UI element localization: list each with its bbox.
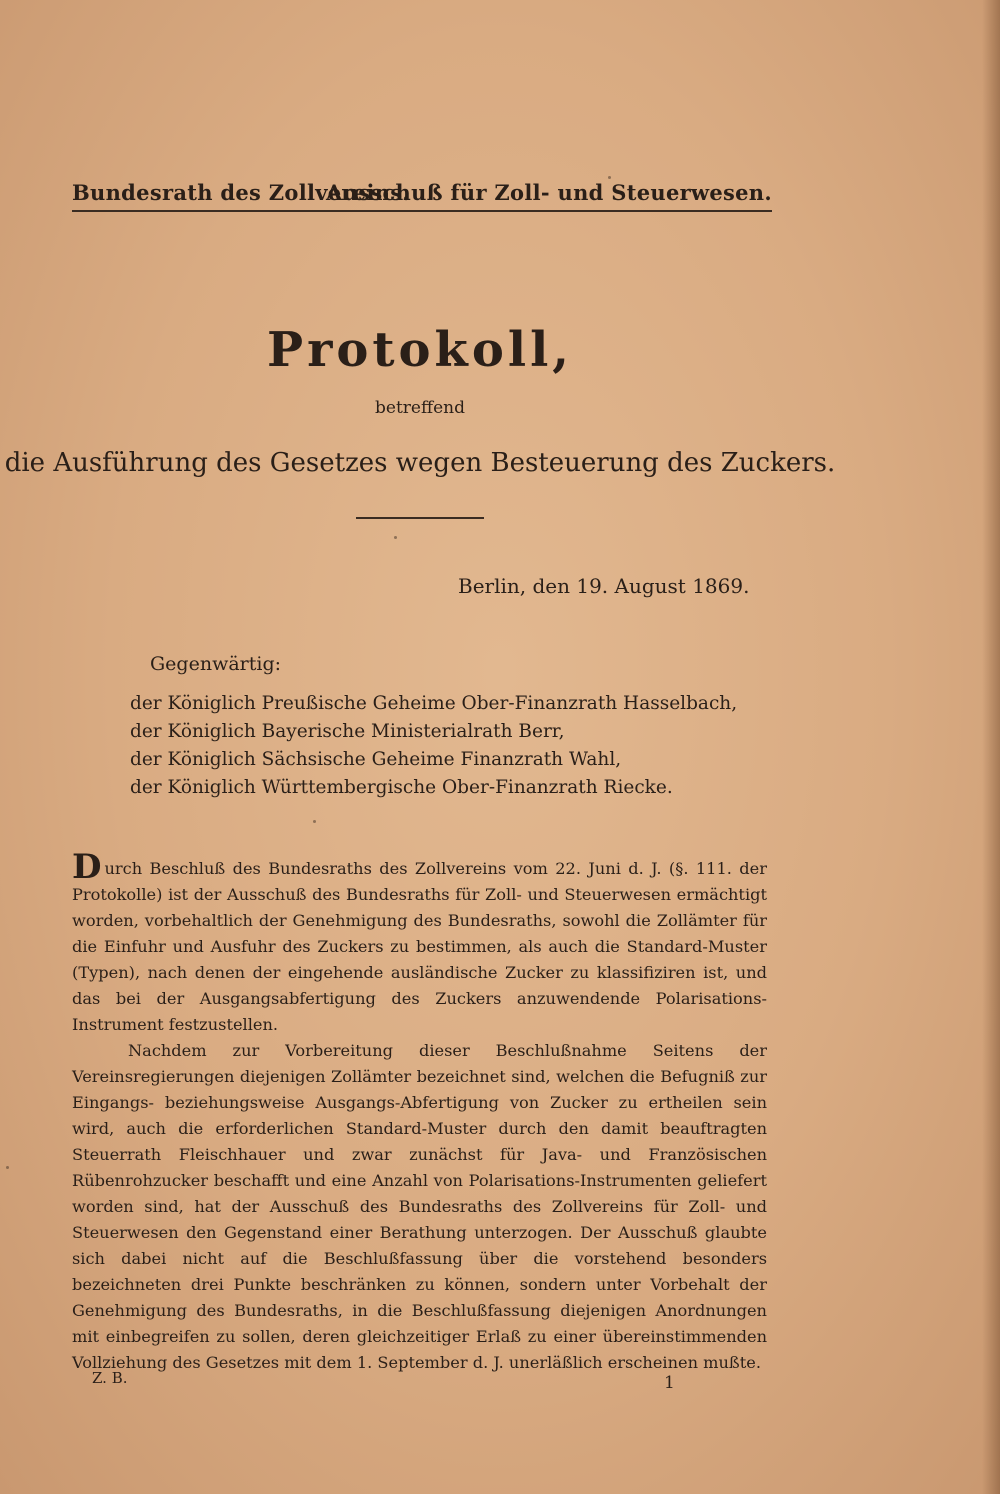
attendee-item: der Königlich Bayerische Ministerialrath Berr, [130,721,565,742]
document-title: Protokoll, [266,322,574,378]
paper-speck [313,820,316,823]
paper-speck [6,1166,9,1169]
header-rule [72,210,772,212]
page-edge-shadow [982,0,1000,1494]
drop-cap: D [72,847,102,887]
dateline: Berlin, den 19. August 1869. [458,574,750,598]
paragraph-1 [72,847,767,1038]
page-number: 1 [664,1373,675,1393]
attendee-item: der Königlich Sächsische Geheime Finanzrath Wahl, [130,749,622,770]
title-divider [356,517,484,519]
present-heading: Gegenwärtig: [150,653,282,675]
subtitle-small: betreffend [375,398,465,418]
paper-speck [394,536,397,539]
running-header [72,180,772,210]
paragraph-1-text: urch Beschluß des Bundesraths des Zollvereins vom 22. Juni d. J. (§. 111. der Protokolle) ist der Ausschuß des Bundesraths für Zoll- und Steuerwesen ermächtigt worden, vorbehaltlich der Genehmigung des Bundesraths, sowohl die Zollämter für die Einfuhr und Ausfuhr des Zuckers zu bestimmen, als auch die Standard-Muster (Typen), nach denen der eingehende ausländische Zucker zu klassifiziren ist, und das bei der Ausgangsabfertigung des Zuckers anzuwendende Polarisations-Instrument festzustellen. [72,859,767,1034]
document-subtitle: die Ausführung des Gesetzes wegen Besteuerung des Zuckers. [4,448,836,478]
header-right: Ausschuß für Zoll- und Steuerwesen. [326,180,772,205]
paragraph-2: Nachdem zur Vorbereitung dieser Beschlußnahme Seitens der Vereinsregierungen diejenigen Zollämter bezeichnet sind, welchen die Befugniß zur Eingangs- beziehungsweise Ausgangs-Abfertigung von Zucker zu ertheilen sein wird, auch die erforderlichen Standard-Muster durch den damit beauftragten Steuerrath Fleischhauer und zwar zunächst für Java- und Französischen Rübenrohzucker beschafft und eine Anzahl von Polarisations-Instrumenten geliefert worden sind, hat der Ausschuß des Bundesraths des Zollvereins für Zoll- und Steuerwesen den Gegenstand einer Berathung unterzogen. Der Ausschuß glaubte sich dabei nicht auf die Beschlußfassung über die vorstehend besonders bezeichneten drei Punkte beschränken zu können, sondern unter Vorbehalt der Genehmigung des Bundesraths, in die Beschlußfassung diejenigen Anordnungen mit einbegreifen zu sollen, deren gleichzeitiger Erlaß zu einer übereinstimmenden Vollziehung des Gesetzes mit dem 1. September d. J. unerläßlich erscheinen mußte. [72,1041,767,1372]
signature-mark: Z. B. [92,1369,128,1387]
body-text [72,847,767,1376]
attendee-item: der Königlich Preußische Geheime Ober-Finanzrath Hasselbach, [130,693,738,714]
attendee-item: der Königlich Württembergische Ober-Finanzrath Riecke. [130,777,673,798]
paper-speck [608,176,611,179]
attendee-list [130,690,770,802]
header-left: Bundesrath des Zollvereins. [72,180,411,205]
